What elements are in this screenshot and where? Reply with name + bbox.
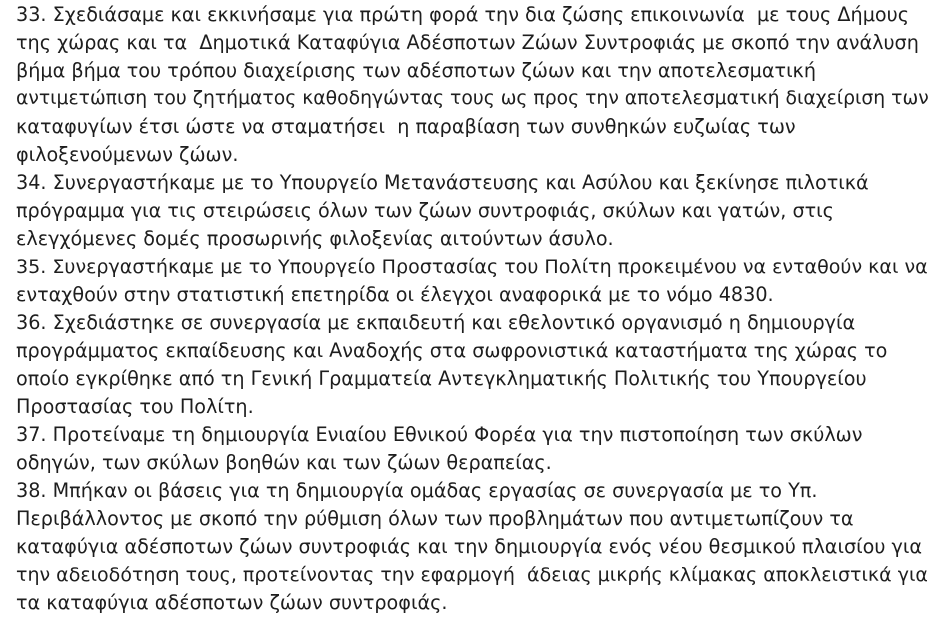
list-item-34	[16, 169, 928, 253]
text-line: 36. Σχεδιάστηκε σε συνεργασία με εκπαιδευτή και εθελοντικό οργανισμό η δημιουργία	[16, 311, 856, 334]
text-line: προγράμματος εκπαίδευσης και Αναδοχής στα σωφρονιστικά καταστήματα της χώρας το	[16, 339, 888, 362]
text-line: Προστασίας του Πολίτη.	[16, 395, 254, 418]
text-line: τα καταφύγια αδέσποτων ζώων συντροφιάς.	[16, 591, 448, 614]
list-item-33	[16, 1, 928, 169]
text-line: βήμα βήμα του τρόπου διαχείρισης των αδέσποτων ζώων και την αποτελεσματική	[16, 59, 817, 82]
text-line: πρόγραμμα για τις στειρώσεις όλων των ζώων συντροφιάς, σκύλων και γατών, στις	[16, 199, 834, 222]
text-line: 37. Προτείναμε τη δημιουργία Ενιαίου Εθνικού Φορέα για την πιστοποίηση των σκύλων	[16, 423, 863, 446]
text-line: οδηγών, των σκύλων βοηθών και των ζώων θεραπείας.	[16, 451, 552, 474]
list-item-38	[16, 477, 928, 617]
text-line: 33. Σχεδιάσαμε και εκκινήσαμε για πρώτη φορά την δια ζώσης επικοινωνία με τους Δήμους	[16, 3, 910, 26]
text-line: καταφυγίων έτσι ώστε να σταματήσει η παραβίαση των συνθηκών ευζωίας των	[16, 115, 796, 138]
list-item-36	[16, 309, 928, 421]
text-line: 35. Συνεργαστήκαμε με το Υπουργείο Προστασίας του Πολίτη προκειμένου να ενταθούν και να	[16, 256, 928, 278]
text-line: ενταχθούν στην στατιστική επετηρίδα οι έλεγχοι αναφορικά με το νόμο 4830.	[16, 283, 774, 306]
text-line: της χώρας και τα Δημοτικά Καταφύγια Αδέσποτων Ζώων Συντροφιάς με σκοπό την ανάλυση	[16, 31, 919, 54]
text-line: ελεγχόμενες δομές προσωρινής φιλοξενίας αιτούντων άσυλο.	[16, 227, 614, 250]
list-item-37	[16, 421, 928, 477]
list-item-35	[16, 253, 928, 309]
text-line: αντιμετώπιση του ζητήματος καθοδηγώντας τους ως προς την αποτελεσματική διαχείριση των	[16, 88, 929, 109]
text-line: Περιβάλλοντος με σκοπό την ρύθμιση όλων των προβλημάτων που αντιμετωπίζουν τα	[16, 507, 854, 530]
text-line: την αδειοδότηση τους, προτείνοντας την εφαρμογή άδειας μικρής κλίμακας αποκλειστικά για	[16, 564, 928, 586]
text-line: καταφύγια αδέσποτων ζώων συντροφιάς και την δημιουργία ενός νέου θεσμικού πλαισίου για	[16, 535, 923, 558]
text-line: φιλοξενούμενων ζώων.	[16, 143, 239, 166]
text-line: 34. Συνεργαστήκαμε με το Υπουργείο Μετανάστευσης και Ασύλου και ξεκίνησε πιλοτικά	[16, 171, 869, 194]
text-line: οποίο εγκρίθηκε από τη Γενική Γραμματεία Αντεγκληματικής Πολιτικής του Υπουργείου	[16, 367, 867, 390]
text-line: 38. Μπήκαν οι βάσεις για τη δημιουργία ομάδας εργασίας σε συνεργασία με το Υπ.	[16, 479, 818, 502]
